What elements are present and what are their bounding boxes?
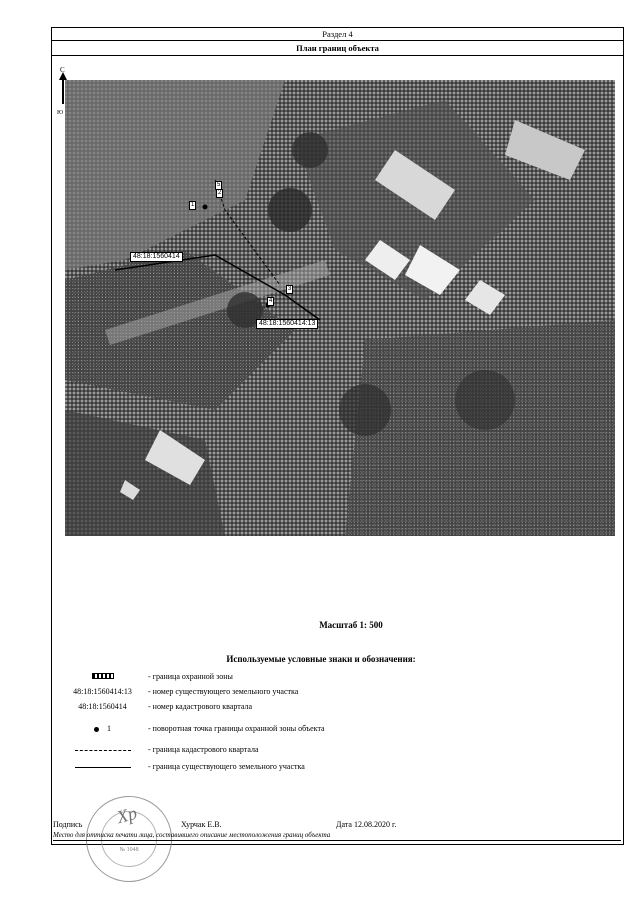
point-label: 5: [217, 182, 221, 188]
parcel-boundary-symbol: [75, 767, 131, 768]
turning-point-icon: [94, 727, 99, 732]
protection-zone-symbol: [92, 673, 114, 679]
point-label: 2: [218, 190, 222, 196]
section-heading: Раздел 4: [52, 28, 623, 41]
legend-item: - граница существующего земельного участка: [60, 762, 580, 776]
quarter-number-label: 48:18:1560414: [130, 252, 183, 262]
signer-name: Хурчак Е.В.: [181, 820, 222, 829]
point-label: 4: [269, 298, 273, 304]
legend-title: Используемые условные знаки и обозначения:: [226, 654, 416, 664]
scale-label: Масштаб 1: 500: [319, 620, 383, 630]
legend-item: - граница охранной зоны: [60, 672, 580, 686]
compass-south-label: Ю: [57, 110, 64, 116]
signature-date: Дата 12.08.2020 г.: [336, 820, 397, 829]
quarter-boundary-symbol: [75, 750, 131, 751]
compass-north-label: С: [60, 66, 65, 74]
aerial-photo-map: [65, 80, 615, 536]
seal-stamp: Хр № 1048: [86, 796, 172, 882]
point-label: 3: [288, 286, 292, 292]
signature-label: Подпись: [53, 820, 83, 829]
legend-item: 1 - поворотная точка границы охранной зоны объекта: [60, 724, 580, 738]
legend-item: 48:18:1560414:13 - номер существующего земельного участка: [73, 687, 299, 696]
legend-item: 48:18:1560414 - номер кадастрового квартала: [78, 702, 253, 711]
compass-arrow-shaft: [62, 74, 64, 104]
seal-place-note: Место для оттиска печати лица, составившего описание местоположения границ объекта: [53, 831, 331, 839]
parcel-number-label: 48:18:1560414:13: [256, 319, 318, 329]
legend-item: - граница кадастрового квартала: [60, 745, 580, 759]
point-label: 1: [191, 202, 195, 208]
plan-title: План границ объекта: [52, 41, 623, 56]
bottom-rule: [53, 840, 621, 841]
